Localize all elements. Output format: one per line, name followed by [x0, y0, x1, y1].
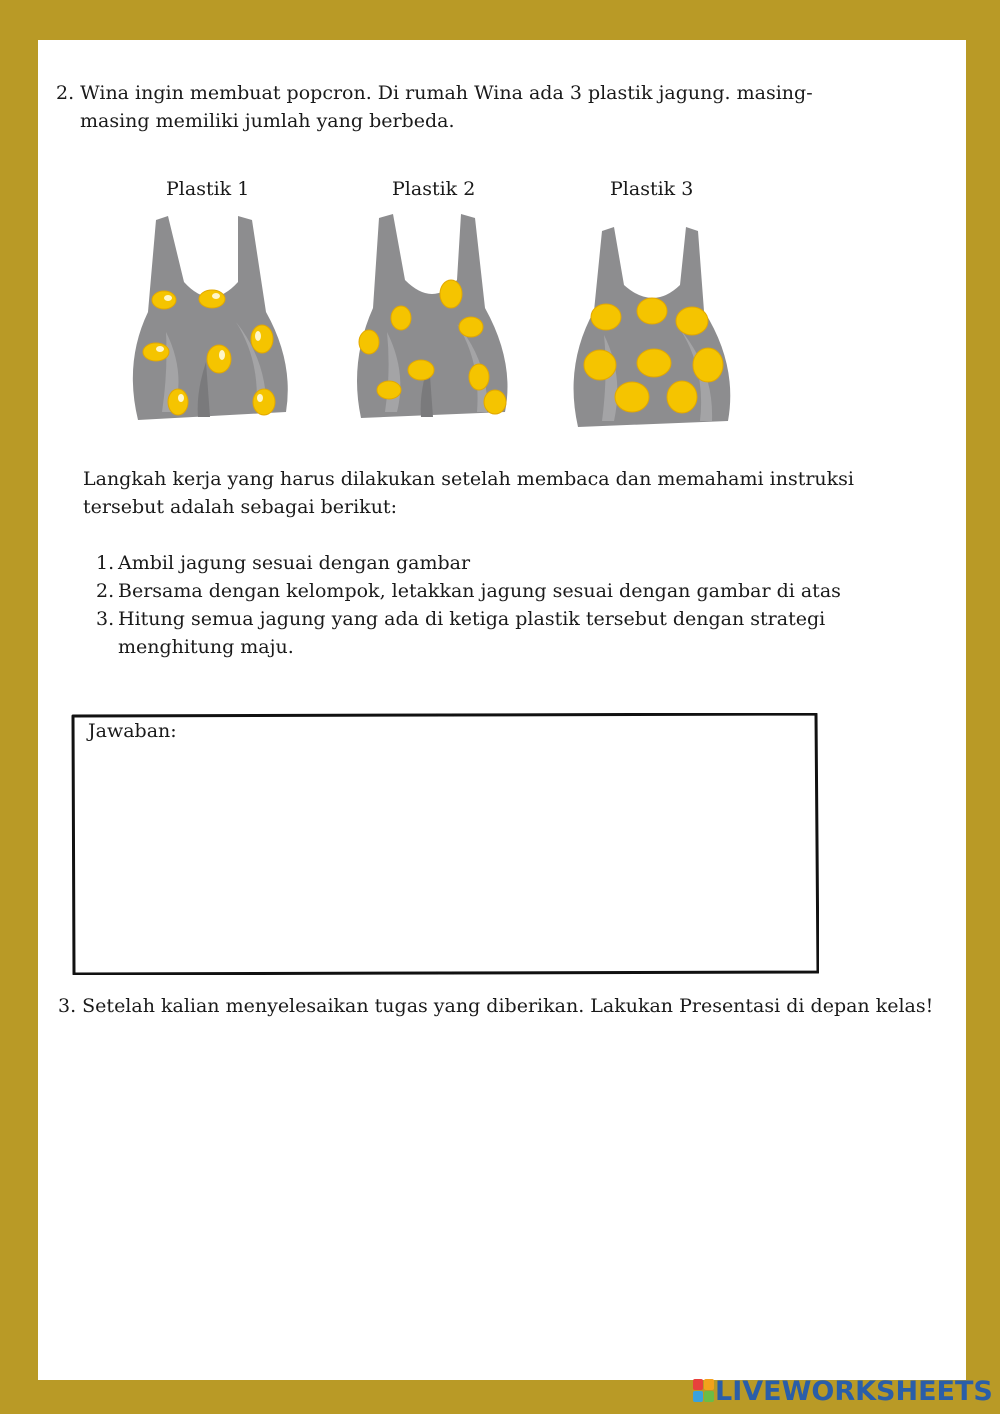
question-3-text: 3. Setelah kalian menyelesaikan tugas yang diberikan. Lakukan Presentasi di depan kelas!: [58, 995, 934, 1017]
steps-intro-line1: Langkah kerja yang harus dilakukan setelah membaca dan memahami instruksi: [83, 468, 855, 490]
step-1-text: Ambil jagung sesuai dengan gambar: [118, 552, 471, 574]
bag-2-label: Plastik 2: [392, 178, 476, 200]
worksheet-page: [38, 40, 966, 1380]
step-3-continued: menghitung maju.: [118, 636, 294, 658]
question-2-text-line2: masing memiliki jumlah yang berbeda.: [80, 110, 455, 132]
step-1: [96, 552, 470, 574]
step-2-number: 2.: [96, 580, 115, 602]
liveworksheets-logo: [693, 1376, 993, 1406]
step-3: [96, 608, 825, 630]
plastic-bag-1-image: [126, 212, 296, 427]
liveworksheets-wordmark: LIVEWORKSHEETS: [715, 1375, 993, 1407]
answer-box[interactable]: [71, 713, 819, 975]
plastic-bag-2-image: [353, 212, 513, 427]
bag-1-label: Plastik 1: [166, 178, 250, 200]
step-2: [96, 580, 841, 602]
liveworksheets-badge-icon: [693, 1379, 715, 1403]
step-3-number: 3.: [96, 608, 115, 630]
plastic-bag-3-image: [568, 225, 738, 435]
answer-label: Jawaban:: [88, 720, 177, 742]
step-1-number: 1.: [96, 552, 115, 574]
question-2-text-line1: 2. Wina ingin membuat popcron. Di rumah Wina ada 3 plastik jagung. masing-: [56, 82, 813, 104]
step-2-text: Bersama dengan kelompok, letakkan jagung sesuai dengan gambar di atas: [118, 580, 841, 602]
steps-intro-line2: tersebut adalah sebagai berikut:: [83, 496, 397, 518]
step-3-text: Hitung semua jagung yang ada di ketiga plastik tersebut dengan strategi: [118, 608, 826, 630]
bag-3-label: Plastik 3: [610, 178, 694, 200]
